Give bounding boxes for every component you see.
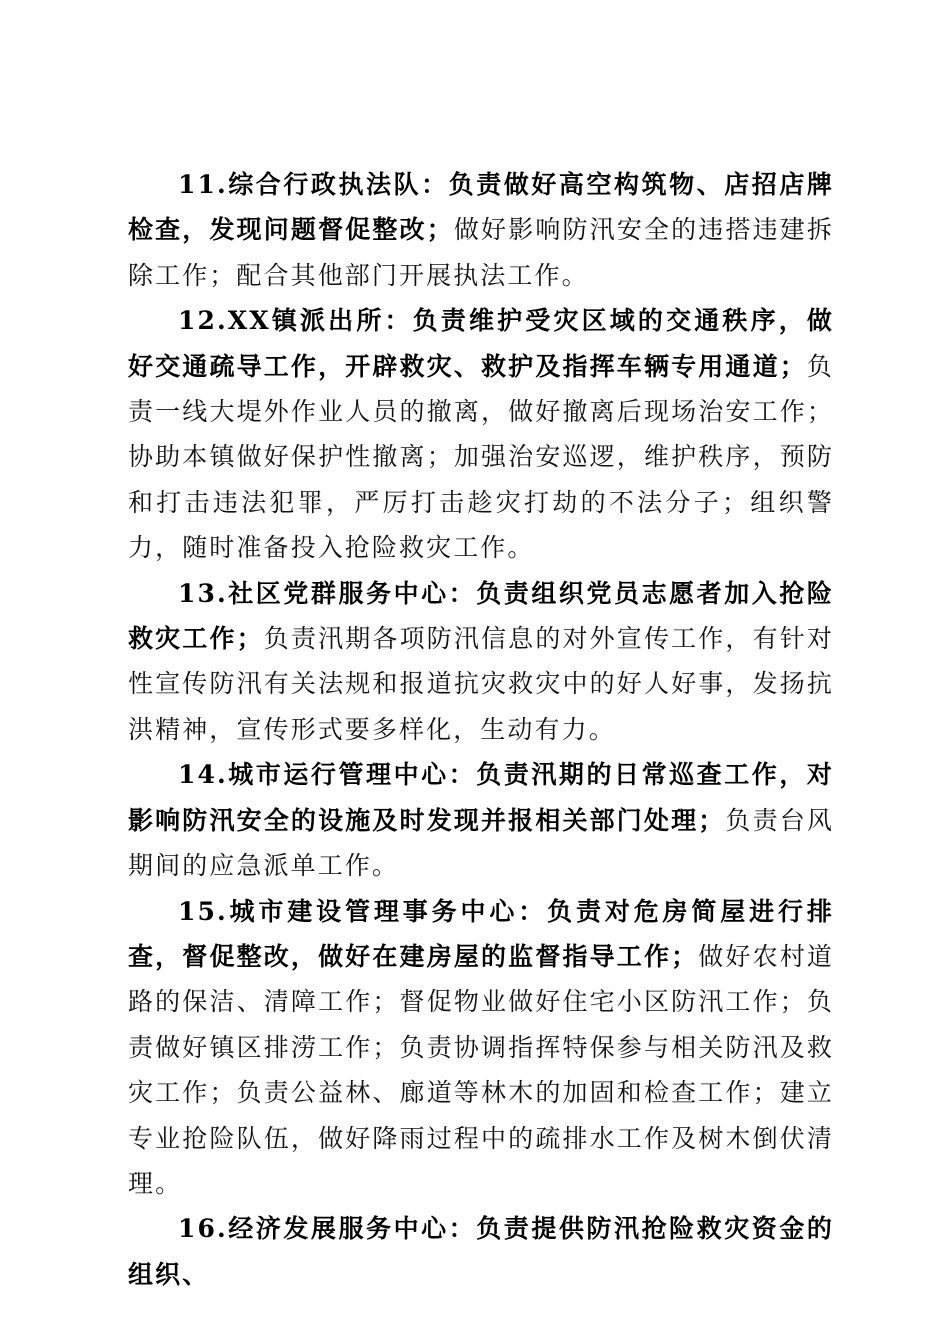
paragraph-14 xyxy=(128,752,834,888)
paragraph-body: 负责一线大堤外作业人员的撤离，做好撤离后现场治安工作；协助本镇做好保护性撤离；加强治安巡逻，维护秩序，预防和打击违法犯罪，严厉打击趁灾打劫的不法分子；组织警力，随时准备投入抢险救灾工作。 xyxy=(128,351,834,563)
paragraph-body: 负责台风期间的应急派单工作。 xyxy=(128,805,834,881)
paragraph-15 xyxy=(128,889,834,1207)
paragraph-heading: 14.城市运行管理中心：负责汛期的日常巡查工作，对影响防汛安全的设施及时发现并报相关部门处理； xyxy=(128,760,834,835)
paragraph-heading: 16.经济发展服务中心：负责提供防汛抢险救灾资金的组织、 xyxy=(128,1214,834,1289)
paragraph-body: 做好影响防汛安全的违搭违建拆除工作；配合其他部门开展执法工作。 xyxy=(128,215,835,290)
paragraph-body: 做好农村道路的保洁、清障工作；督促物业做好住宅小区防汛工作；负责做好镇区排涝工作；负责协调指挥特保参与相关防汛及救灾工作；负责公益林、廊道等林木的加固和检查工作；建立专业抢险队伍，做好降雨过程中的疏排水工作及树木倒伏清理。 xyxy=(128,941,834,1198)
paragraph-heading: 13.社区党群服务中心：负责组织党员志愿者加入抢险救灾工作； xyxy=(128,578,834,654)
paragraph-11 xyxy=(128,162,834,298)
paragraph-12 xyxy=(128,298,834,570)
paragraph-13 xyxy=(128,571,834,753)
paragraph-heading: 11.综合行政执法队：负责做好高空构筑物、店招店牌检查，发现问题督促整改； xyxy=(128,170,834,245)
document-page xyxy=(128,162,834,1297)
paragraph-16 xyxy=(128,1206,834,1297)
paragraph-heading: 15.城市建设管理事务中心：负责对危房简屋进行排查，督促整改，做好在建房屋的监督指导工作； xyxy=(128,896,834,971)
paragraph-body: 负责汛期各项防汛信息的对外宣传工作，有针对性宣传防汛有关法规和报道抗灾救灾中的好人好事，发扬抗洪精神，宣传形式要多样化，生动有力。 xyxy=(128,624,834,744)
paragraph-heading: 12.XX镇派出所：负责维护受灾区域的交通秩序，做好交通疏导工作，开辟救灾、救护及指挥车辆专用通道； xyxy=(128,306,834,381)
